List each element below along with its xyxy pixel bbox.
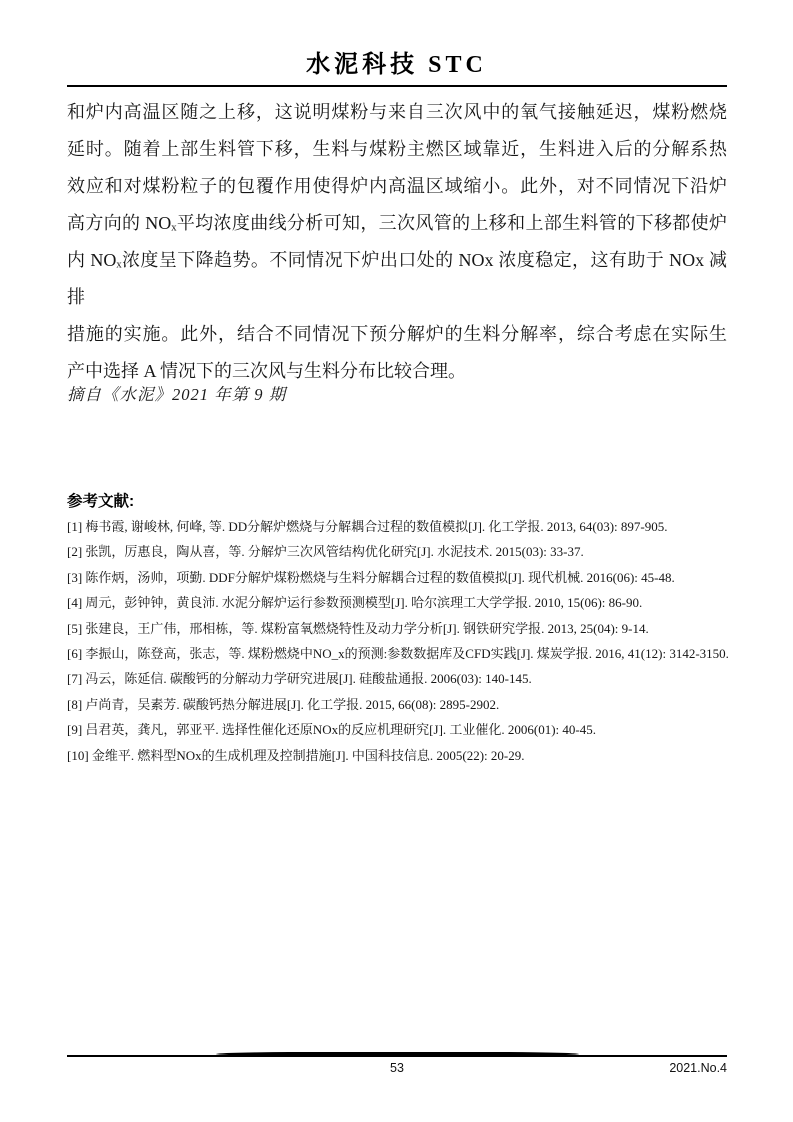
- journal-title: 水泥科技 STC: [306, 52, 487, 78]
- body-text-line: 高方向的 NOₓ平均浓度曲线分析可知，三次风管的上移和上部生料管的下移都使炉: [67, 213, 727, 233]
- source-citation: 摘自《水泥》2021 年第 9 期: [67, 385, 287, 404]
- body-text-line: 产中选择 A 情况下的三次风与生料分布比较合理。: [67, 361, 467, 381]
- references-heading: 参考文献:: [67, 493, 135, 510]
- reference-item: [9] 吕君英，龚凡，郭亚平. 选择性催化还原NOx的反应机理研究[J]. 工业催化. 2006(01): 40-45.: [67, 722, 597, 738]
- reference-item: [10] 金维平. 燃料型NOx的生成机理及控制措施[J]. 中国科技信息. 2005(22): 20-29.: [67, 747, 525, 763]
- page-number: 53: [390, 1061, 404, 1075]
- header-rule: [67, 85, 727, 87]
- footer-rule: [67, 1055, 727, 1057]
- body-text-line: 延时。随着上部生料管下移，生料与煤粉主燃区域靠近，生料进入后的分解系热: [67, 139, 727, 159]
- body-text-line: 和炉内高温区随之上移，这说明煤粉与来自三次风中的氧气接触延迟，煤粉燃烧: [67, 102, 727, 122]
- body-text-line: 效应和对煤粉粒子的包覆作用使得炉内高温区域缩小。此外，对不同情况下沿炉: [67, 176, 727, 196]
- body-text-line: 内 NOₓ浓度呈下降趋势。不同情况下炉出口处的 NOx 浓度稳定，这有助于 NOx 减排: [67, 250, 727, 307]
- body-paragraph: [67, 94, 727, 390]
- issue-label: 2021.No.4: [669, 1061, 727, 1075]
- reference-item: [7] 冯云，陈延信. 碳酸钙的分解动力学研究进展[J]. 硅酸盐通报. 2006(03): 140-145.: [67, 671, 532, 687]
- body-text-line: 措施的实施。此外，结合不同情况下预分解炉的生料分解率，综合考虑在实际生: [67, 324, 727, 344]
- reference-item: [1] 梅书霞, 谢峻林, 何峰, 等. DD分解炉燃烧与分解耦合过程的数值模拟[J]. 化工学报. 2013, 64(03): 897-905.: [67, 519, 668, 534]
- reference-item: [6] 李振山，陈登高，张志，等. 煤粉燃烧中NO_x的预测:参数数据库及CFD实践[J]. 煤炭学报. 2016, 41(12): 3142-3150.: [67, 646, 729, 662]
- reference-item: [3] 陈作炳，汤帅，项勤. DDF分解炉煤粉燃烧与生料分解耦合过程的数值模拟[J]. 现代机械. 2016(06): 45-48.: [67, 569, 675, 585]
- reference-item: [8] 卢尚青，吴素芳. 碳酸钙热分解进展[J]. 化工学报. 2015, 66(08): 2895-2902.: [67, 696, 500, 712]
- reference-item: [4] 周元，彭钟钟，黄良沛. 水泥分解炉运行参数预测模型[J]. 哈尔滨理工大学学报. 2010, 15(06): 86-90.: [67, 595, 643, 611]
- reference-item: [5] 张建良，王广伟，邢相栋，等. 煤粉富氧燃烧特性及动力学分析[J]. 钢铁研究学报. 2013, 25(04): 9-14.: [67, 620, 649, 636]
- references-list: [67, 514, 731, 768]
- reference-item: [2] 张凯，厉惠良，陶从喜，等. 分解炉三次风管结构优化研究[J]. 水泥技术. 2015(03): 33-37.: [67, 544, 584, 560]
